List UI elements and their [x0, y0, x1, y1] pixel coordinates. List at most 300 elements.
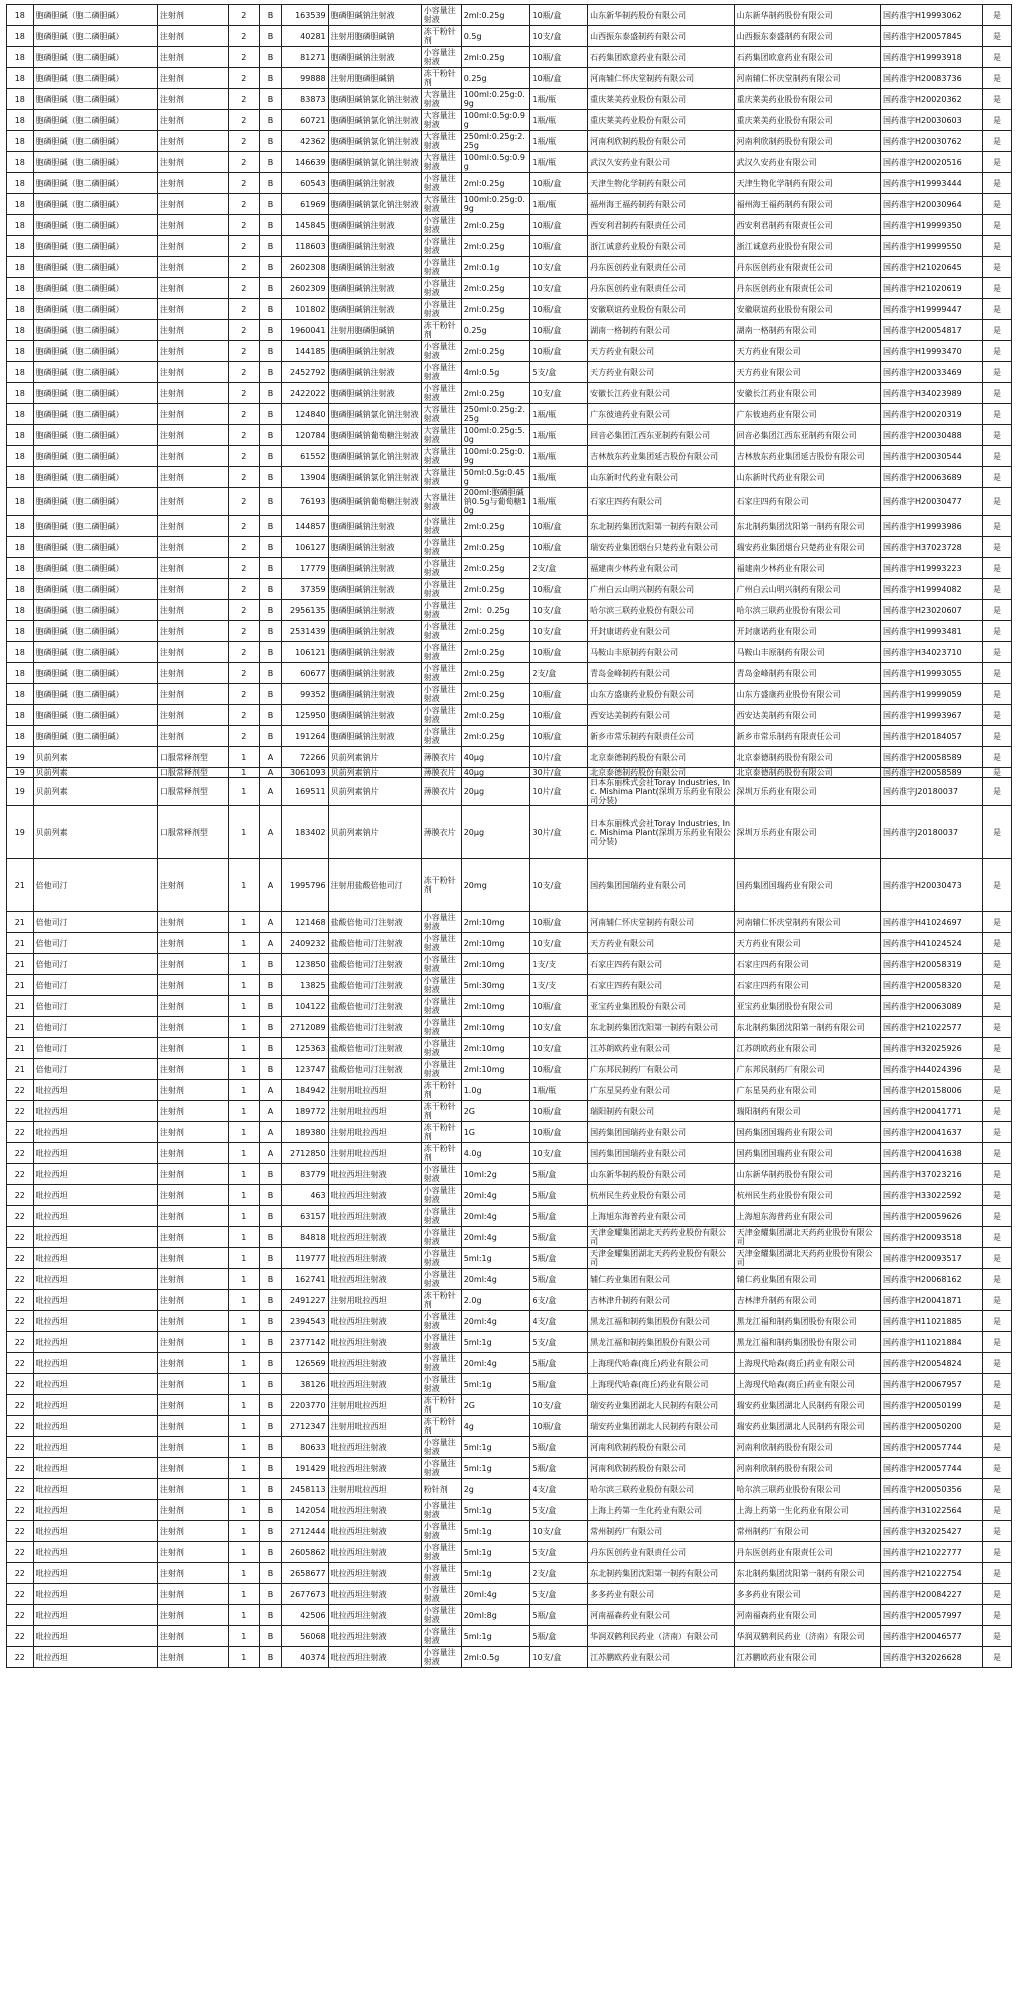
code-cell: 142054: [282, 1500, 329, 1521]
form-detail-cell: 大容量注射液: [421, 425, 461, 446]
flag-cell: 是: [983, 684, 1012, 705]
group-cell: 2: [228, 516, 259, 537]
drug-name-cell: 胞磷胆碱（胞二磷胆碱）: [33, 726, 157, 747]
dosage-form-cell: 注射剂: [157, 1332, 228, 1353]
code-cell: 125950: [282, 705, 329, 726]
seq-cell: 18: [7, 320, 34, 341]
applicant-cell: 天方药业有限公司: [734, 341, 880, 362]
product-name-cell: 胞磷胆碱钠注射液: [328, 383, 421, 404]
code-cell: 104122: [282, 996, 329, 1017]
package-cell: 10支/盒: [530, 278, 588, 299]
seq-cell: 18: [7, 642, 34, 663]
product-name-cell: 注射用吡拉西坦: [328, 1395, 421, 1416]
approval-number-cell: 国药准字H19993986: [881, 516, 983, 537]
product-name-cell: 吡拉西坦注射液: [328, 1269, 421, 1290]
category-cell: B: [259, 1248, 281, 1269]
flag-cell: 是: [983, 579, 1012, 600]
approval-number-cell: 国药准字H41024524: [881, 933, 983, 954]
table-row: [7, 768, 1012, 778]
code-cell: 106121: [282, 642, 329, 663]
package-cell: 10瓶/盒: [530, 726, 588, 747]
manufacturer-cell: 马鞍山丰原制药有限公司: [588, 642, 734, 663]
group-cell: 1: [228, 768, 259, 778]
table-row: [7, 621, 1012, 642]
flag-cell: 是: [983, 663, 1012, 684]
approval-number-cell: 国药准字J20180037: [881, 778, 983, 806]
code-cell: 61969: [282, 194, 329, 215]
spec-cell: 0.25g: [461, 320, 530, 341]
group-cell: 1: [228, 1500, 259, 1521]
group-cell: 2: [228, 600, 259, 621]
seq-cell: 18: [7, 705, 34, 726]
seq-cell: 21: [7, 1038, 34, 1059]
seq-cell: 22: [7, 1353, 34, 1374]
approval-number-cell: 国药准字H11021884: [881, 1332, 983, 1353]
code-cell: 2377142: [282, 1332, 329, 1353]
product-name-cell: 胞磷胆碱钠葡萄糖注射液: [328, 488, 421, 516]
category-cell: B: [259, 621, 281, 642]
code-cell: 2602309: [282, 278, 329, 299]
spec-cell: 20ml:4g: [461, 1206, 530, 1227]
category-cell: B: [259, 726, 281, 747]
applicant-cell: 山东新时代药业有限公司: [734, 467, 880, 488]
seq-cell: 22: [7, 1542, 34, 1563]
manufacturer-cell: 西安达美制药有限公司: [588, 705, 734, 726]
applicant-cell: 安徽长江药业有限公司: [734, 383, 880, 404]
dosage-form-cell: 注射剂: [157, 1521, 228, 1542]
table-row: [7, 1332, 1012, 1353]
spec-cell: 2ml:0.25g: [461, 516, 530, 537]
approval-number-cell: 国药准字H34023710: [881, 642, 983, 663]
code-cell: 40281: [282, 26, 329, 47]
product-name-cell: 吡拉西坦注射液: [328, 1584, 421, 1605]
package-cell: 5瓶/盒: [530, 1374, 588, 1395]
spec-cell: 40μg: [461, 768, 530, 778]
table-row: [7, 1248, 1012, 1269]
dosage-form-cell: 注射剂: [157, 1248, 228, 1269]
drug-name-cell: 胞磷胆碱（胞二磷胆碱）: [33, 278, 157, 299]
seq-cell: 22: [7, 1647, 34, 1668]
dosage-form-cell: 注射剂: [157, 404, 228, 425]
product-name-cell: 胞磷胆碱钠注射液: [328, 621, 421, 642]
dosage-form-cell: 注射剂: [157, 1479, 228, 1500]
table-row: [7, 1206, 1012, 1227]
seq-cell: 22: [7, 1416, 34, 1437]
product-name-cell: 胞磷胆碱钠注射液: [328, 558, 421, 579]
category-cell: B: [259, 383, 281, 404]
product-name-cell: 吡拉西坦注射液: [328, 1353, 421, 1374]
package-cell: 5瓶/盒: [530, 1248, 588, 1269]
seq-cell: 22: [7, 1185, 34, 1206]
package-cell: 5瓶/盒: [530, 1227, 588, 1248]
package-cell: 10瓶/盒: [530, 1101, 588, 1122]
code-cell: 162741: [282, 1269, 329, 1290]
product-name-cell: 盐酸倍他司汀注射液: [328, 1017, 421, 1038]
package-cell: 10支/盒: [530, 1395, 588, 1416]
product-name-cell: 胞磷胆碱钠氯化钠注射液: [328, 152, 421, 173]
form-detail-cell: 冻干粉针剂: [421, 1416, 461, 1437]
product-name-cell: 注射用吡拉西坦: [328, 1290, 421, 1311]
form-detail-cell: 小容量注射液: [421, 1164, 461, 1185]
applicant-cell: 东北制药集团沈阳第一制药有限公司: [734, 1017, 880, 1038]
approval-number-cell: 国药准字H19993055: [881, 663, 983, 684]
applicant-cell: 丹东医创药业有限责任公司: [734, 257, 880, 278]
applicant-cell: 深圳万乐药业有限公司: [734, 806, 880, 859]
approval-number-cell: 国药准字H31022564: [881, 1500, 983, 1521]
form-detail-cell: 薄膜衣片: [421, 778, 461, 806]
table-row: [7, 642, 1012, 663]
table-row: [7, 152, 1012, 173]
package-cell: 10瓶/盒: [530, 705, 588, 726]
applicant-cell: 天津金耀集团湖北天药药业股份有限公司: [734, 1248, 880, 1269]
category-cell: B: [259, 663, 281, 684]
category-cell: B: [259, 1353, 281, 1374]
dosage-form-cell: 注射剂: [157, 1038, 228, 1059]
applicant-cell: 河南福森药业有限公司: [734, 1605, 880, 1626]
applicant-cell: 新乡市常乐制药有限责任公司: [734, 726, 880, 747]
drug-name-cell: 吡拉西坦: [33, 1437, 157, 1458]
package-cell: 10瓶/盒: [530, 912, 588, 933]
seq-cell: 21: [7, 975, 34, 996]
product-name-cell: 吡拉西坦注射液: [328, 1521, 421, 1542]
drug-name-cell: 胞磷胆碱（胞二磷胆碱）: [33, 537, 157, 558]
table-row: [7, 1269, 1012, 1290]
spec-cell: 2ml:0.25g: [461, 726, 530, 747]
table-row: [7, 1122, 1012, 1143]
drug-name-cell: 吡拉西坦: [33, 1227, 157, 1248]
product-name-cell: 胞磷胆碱钠注射液: [328, 600, 421, 621]
dosage-form-cell: 注射剂: [157, 1353, 228, 1374]
code-cell: 60677: [282, 663, 329, 684]
flag-cell: 是: [983, 194, 1012, 215]
drug-name-cell: 贝前列素: [33, 778, 157, 806]
table-row: [7, 488, 1012, 516]
seq-cell: 18: [7, 516, 34, 537]
seq-cell: 18: [7, 362, 34, 383]
table-row: [7, 1458, 1012, 1479]
category-cell: B: [259, 341, 281, 362]
table-row: [7, 47, 1012, 68]
product-name-cell: 胞磷胆碱钠注射液: [328, 579, 421, 600]
group-cell: 1: [228, 1332, 259, 1353]
code-cell: 72266: [282, 747, 329, 768]
manufacturer-cell: 天方药业有限公司: [588, 341, 734, 362]
table-row: [7, 1647, 1012, 1668]
dosage-form-cell: 注射剂: [157, 1437, 228, 1458]
category-cell: B: [259, 425, 281, 446]
drug-name-cell: 胞磷胆碱（胞二磷胆碱）: [33, 684, 157, 705]
flag-cell: 是: [983, 1290, 1012, 1311]
table-row: [7, 404, 1012, 425]
spec-cell: 5ml:1g: [461, 1542, 530, 1563]
group-cell: 2: [228, 705, 259, 726]
group-cell: 2: [228, 663, 259, 684]
applicant-cell: 河南利欣制药股份有限公司: [734, 1458, 880, 1479]
flag-cell: 是: [983, 954, 1012, 975]
approval-number-cell: 国药准字H19993444: [881, 173, 983, 194]
table-row: [7, 600, 1012, 621]
form-detail-cell: 小容量注射液: [421, 1269, 461, 1290]
manufacturer-cell: 山东新时代药业有限公司: [588, 467, 734, 488]
applicant-cell: 瑞安药业集团湖北人民制药有限公司: [734, 1416, 880, 1437]
package-cell: 10支/盒: [530, 1143, 588, 1164]
drug-name-cell: 吡拉西坦: [33, 1101, 157, 1122]
category-cell: B: [259, 1164, 281, 1185]
product-name-cell: 胞磷胆碱钠氯化钠注射液: [328, 110, 421, 131]
spec-cell: 5ml:1g: [461, 1458, 530, 1479]
seq-cell: 18: [7, 537, 34, 558]
drug-name-cell: 胞磷胆碱（胞二磷胆碱）: [33, 152, 157, 173]
seq-cell: 18: [7, 215, 34, 236]
table-row: [7, 68, 1012, 89]
package-cell: 10瓶/盒: [530, 68, 588, 89]
dosage-form-cell: 注射剂: [157, 684, 228, 705]
product-name-cell: 胞磷胆碱钠注射液: [328, 642, 421, 663]
package-cell: 5支/盒: [530, 362, 588, 383]
manufacturer-cell: 广东星昊药业有限公司: [588, 1080, 734, 1101]
code-cell: 124840: [282, 404, 329, 425]
code-cell: 189380: [282, 1122, 329, 1143]
flag-cell: 是: [983, 320, 1012, 341]
category-cell: B: [259, 975, 281, 996]
code-cell: 121468: [282, 912, 329, 933]
seq-cell: 21: [7, 996, 34, 1017]
spec-cell: 20mg: [461, 859, 530, 912]
manufacturer-cell: 安徽长江药业有限公司: [588, 383, 734, 404]
dosage-form-cell: 口服常释剂型: [157, 806, 228, 859]
drug-name-cell: 吡拉西坦: [33, 1563, 157, 1584]
flag-cell: 是: [983, 1605, 1012, 1626]
category-cell: B: [259, 1626, 281, 1647]
dosage-form-cell: 注射剂: [157, 5, 228, 26]
spec-cell: 100ml:0.5g:0.9g: [461, 152, 530, 173]
group-cell: 2: [228, 89, 259, 110]
approval-number-cell: 国药准字H44024396: [881, 1059, 983, 1080]
group-cell: 1: [228, 1227, 259, 1248]
group-cell: 2: [228, 236, 259, 257]
code-cell: 119777: [282, 1248, 329, 1269]
group-cell: 1: [228, 1185, 259, 1206]
spec-cell: 2ml:0.25g: [461, 278, 530, 299]
approval-number-cell: 国药准字H20030762: [881, 131, 983, 152]
approval-number-cell: 国药准字H20041638: [881, 1143, 983, 1164]
drug-name-cell: 吡拉西坦: [33, 1269, 157, 1290]
dosage-form-cell: 注射剂: [157, 488, 228, 516]
product-name-cell: 吡拉西坦注射液: [328, 1185, 421, 1206]
form-detail-cell: 小容量注射液: [421, 236, 461, 257]
approval-number-cell: 国药准字H20058319: [881, 954, 983, 975]
approval-number-cell: 国药准字H19994082: [881, 579, 983, 600]
form-detail-cell: 小容量注射液: [421, 516, 461, 537]
drug-name-cell: 胞磷胆碱（胞二磷胆碱）: [33, 215, 157, 236]
drug-name-cell: 吡拉西坦: [33, 1500, 157, 1521]
seq-cell: 22: [7, 1563, 34, 1584]
applicant-cell: 东北制药集团沈阳第一制药有限公司: [734, 1563, 880, 1584]
group-cell: 1: [228, 1038, 259, 1059]
category-cell: B: [259, 173, 281, 194]
form-detail-cell: 大容量注射液: [421, 467, 461, 488]
flag-cell: 是: [983, 1521, 1012, 1542]
group-cell: 2: [228, 5, 259, 26]
code-cell: 40374: [282, 1647, 329, 1668]
product-name-cell: 注射用吡拉西坦: [328, 1080, 421, 1101]
package-cell: 10支/盒: [530, 1647, 588, 1668]
drug-name-cell: 吡拉西坦: [33, 1122, 157, 1143]
table-row: [7, 26, 1012, 47]
table-row: [7, 1143, 1012, 1164]
code-cell: 42362: [282, 131, 329, 152]
drug-name-cell: 胞磷胆碱（胞二磷胆碱）: [33, 320, 157, 341]
flag-cell: 是: [983, 1374, 1012, 1395]
dosage-form-cell: 注射剂: [157, 1143, 228, 1164]
spec-cell: 200ml:胞磷胆碱钠0.5g与葡萄糖10g: [461, 488, 530, 516]
flag-cell: 是: [983, 1038, 1012, 1059]
manufacturer-cell: 东北制药集团沈阳第一制药有限公司: [588, 1017, 734, 1038]
dosage-form-cell: 注射剂: [157, 579, 228, 600]
drug-name-cell: 胞磷胆碱（胞二磷胆碱）: [33, 663, 157, 684]
approval-number-cell: 国药准字H20063089: [881, 996, 983, 1017]
seq-cell: 19: [7, 768, 34, 778]
manufacturer-cell: 华润双鹤利民药业（济南）有限公司: [588, 1626, 734, 1647]
table-row: [7, 1500, 1012, 1521]
manufacturer-cell: 瑞安药业集团烟台只楚药业有限公司: [588, 537, 734, 558]
package-cell: 10支/盒: [530, 600, 588, 621]
category-cell: B: [259, 684, 281, 705]
package-cell: 10支/盒: [530, 1521, 588, 1542]
flag-cell: 是: [983, 1584, 1012, 1605]
code-cell: 163539: [282, 5, 329, 26]
table-row: [7, 516, 1012, 537]
dosage-form-cell: 注射剂: [157, 954, 228, 975]
manufacturer-cell: 石家庄四药有限公司: [588, 488, 734, 516]
dosage-form-cell: 注射剂: [157, 299, 228, 320]
applicant-cell: 福建南少林药业有限公司: [734, 558, 880, 579]
manufacturer-cell: 河南利欣制药股份有限公司: [588, 1437, 734, 1458]
form-detail-cell: 大容量注射液: [421, 110, 461, 131]
group-cell: 2: [228, 320, 259, 341]
dosage-form-cell: 注射剂: [157, 516, 228, 537]
seq-cell: 18: [7, 131, 34, 152]
drug-name-cell: 吡拉西坦: [33, 1374, 157, 1395]
code-cell: 13904: [282, 467, 329, 488]
seq-cell: 22: [7, 1479, 34, 1500]
category-cell: B: [259, 1458, 281, 1479]
group-cell: 2: [228, 467, 259, 488]
product-name-cell: 吡拉西坦注射液: [328, 1227, 421, 1248]
form-detail-cell: 小容量注射液: [421, 278, 461, 299]
group-cell: 1: [228, 1521, 259, 1542]
product-name-cell: 胞磷胆碱钠注射液: [328, 341, 421, 362]
code-cell: 125363: [282, 1038, 329, 1059]
drug-name-cell: 倍他司汀: [33, 1017, 157, 1038]
code-cell: 60721: [282, 110, 329, 131]
approval-number-cell: 国药准字H20020319: [881, 404, 983, 425]
applicant-cell: 瑞安药业集团湖北人民制药有限公司: [734, 1395, 880, 1416]
dosage-form-cell: 注射剂: [157, 1416, 228, 1437]
form-detail-cell: 小容量注射液: [421, 1206, 461, 1227]
drug-name-cell: 吡拉西坦: [33, 1479, 157, 1500]
table-row: [7, 933, 1012, 954]
approval-number-cell: 国药准字H20058320: [881, 975, 983, 996]
product-name-cell: 吡拉西坦注射液: [328, 1374, 421, 1395]
category-cell: B: [259, 516, 281, 537]
table-row: [7, 1059, 1012, 1080]
manufacturer-cell: 哈尔滨三联药业股份有限公司: [588, 600, 734, 621]
dosage-form-cell: 注射剂: [157, 1458, 228, 1479]
code-cell: 60543: [282, 173, 329, 194]
package-cell: 10支/盒: [530, 1017, 588, 1038]
drug-name-cell: 胞磷胆碱（胞二磷胆碱）: [33, 621, 157, 642]
seq-cell: 21: [7, 912, 34, 933]
approval-number-cell: 国药准字H20041637: [881, 1122, 983, 1143]
approval-number-cell: 国药准字H19993967: [881, 705, 983, 726]
seq-cell: 22: [7, 1101, 34, 1122]
flag-cell: 是: [983, 1563, 1012, 1584]
form-detail-cell: 小容量注射液: [421, 642, 461, 663]
product-name-cell: 胞磷胆碱钠氯化钠注射液: [328, 131, 421, 152]
code-cell: 83779: [282, 1164, 329, 1185]
package-cell: 30片/盒: [530, 768, 588, 778]
seq-cell: 19: [7, 747, 34, 768]
approval-number-cell: 国药准字H20057744: [881, 1458, 983, 1479]
group-cell: 1: [228, 1353, 259, 1374]
package-cell: 10瓶/盒: [530, 5, 588, 26]
flag-cell: 是: [983, 341, 1012, 362]
dosage-form-cell: 注射剂: [157, 1584, 228, 1605]
spec-cell: 20ml:8g: [461, 1605, 530, 1626]
product-name-cell: 注射用吡拉西坦: [328, 1416, 421, 1437]
category-cell: A: [259, 1122, 281, 1143]
manufacturer-cell: 瑞阳制药有限公司: [588, 1101, 734, 1122]
dosage-form-cell: 注射剂: [157, 558, 228, 579]
applicant-cell: 河南利欣制药股份有限公司: [734, 131, 880, 152]
approval-number-cell: 国药准字H20059626: [881, 1206, 983, 1227]
spec-cell: 2ml:0.25g: [461, 215, 530, 236]
spec-cell: 5ml:1g: [461, 1626, 530, 1647]
approval-number-cell: 国药准字J20180037: [881, 806, 983, 859]
spec-cell: 2ml:0.25g: [461, 663, 530, 684]
dosage-form-cell: 注射剂: [157, 1059, 228, 1080]
flag-cell: 是: [983, 1248, 1012, 1269]
form-detail-cell: 大容量注射液: [421, 404, 461, 425]
manufacturer-cell: 多多药业有限公司: [588, 1584, 734, 1605]
dosage-form-cell: 注射剂: [157, 537, 228, 558]
manufacturer-cell: 回音必集团江西东亚制药有限公司: [588, 425, 734, 446]
form-detail-cell: 小容量注射液: [421, 954, 461, 975]
code-cell: 2203770: [282, 1395, 329, 1416]
approval-number-cell: 国药准字H20030473: [881, 859, 983, 912]
drug-name-cell: 吡拉西坦: [33, 1185, 157, 1206]
applicant-cell: 国药集团国瑞药业有限公司: [734, 1122, 880, 1143]
category-cell: A: [259, 747, 281, 768]
manufacturer-cell: 北京泰德制药股份有限公司: [588, 747, 734, 768]
drug-name-cell: 胞磷胆碱（胞二磷胆碱）: [33, 467, 157, 488]
product-name-cell: 胞磷胆碱钠注射液: [328, 362, 421, 383]
drug-name-cell: 吡拉西坦: [33, 1416, 157, 1437]
spec-cell: 2ml:0.25g: [461, 705, 530, 726]
approval-number-cell: 国药准字H20030477: [881, 488, 983, 516]
flag-cell: 是: [983, 975, 1012, 996]
seq-cell: 19: [7, 806, 34, 859]
manufacturer-cell: 武汉久安药业有限公司: [588, 152, 734, 173]
table-row: [7, 1353, 1012, 1374]
drug-name-cell: 吡拉西坦: [33, 1395, 157, 1416]
applicant-cell: 浙江诚意药业股份有限公司: [734, 236, 880, 257]
dosage-form-cell: 注射剂: [157, 1227, 228, 1248]
seq-cell: 18: [7, 684, 34, 705]
approval-number-cell: 国药准字H20041871: [881, 1290, 983, 1311]
applicant-cell: 吉林津升制药有限公司: [734, 1290, 880, 1311]
